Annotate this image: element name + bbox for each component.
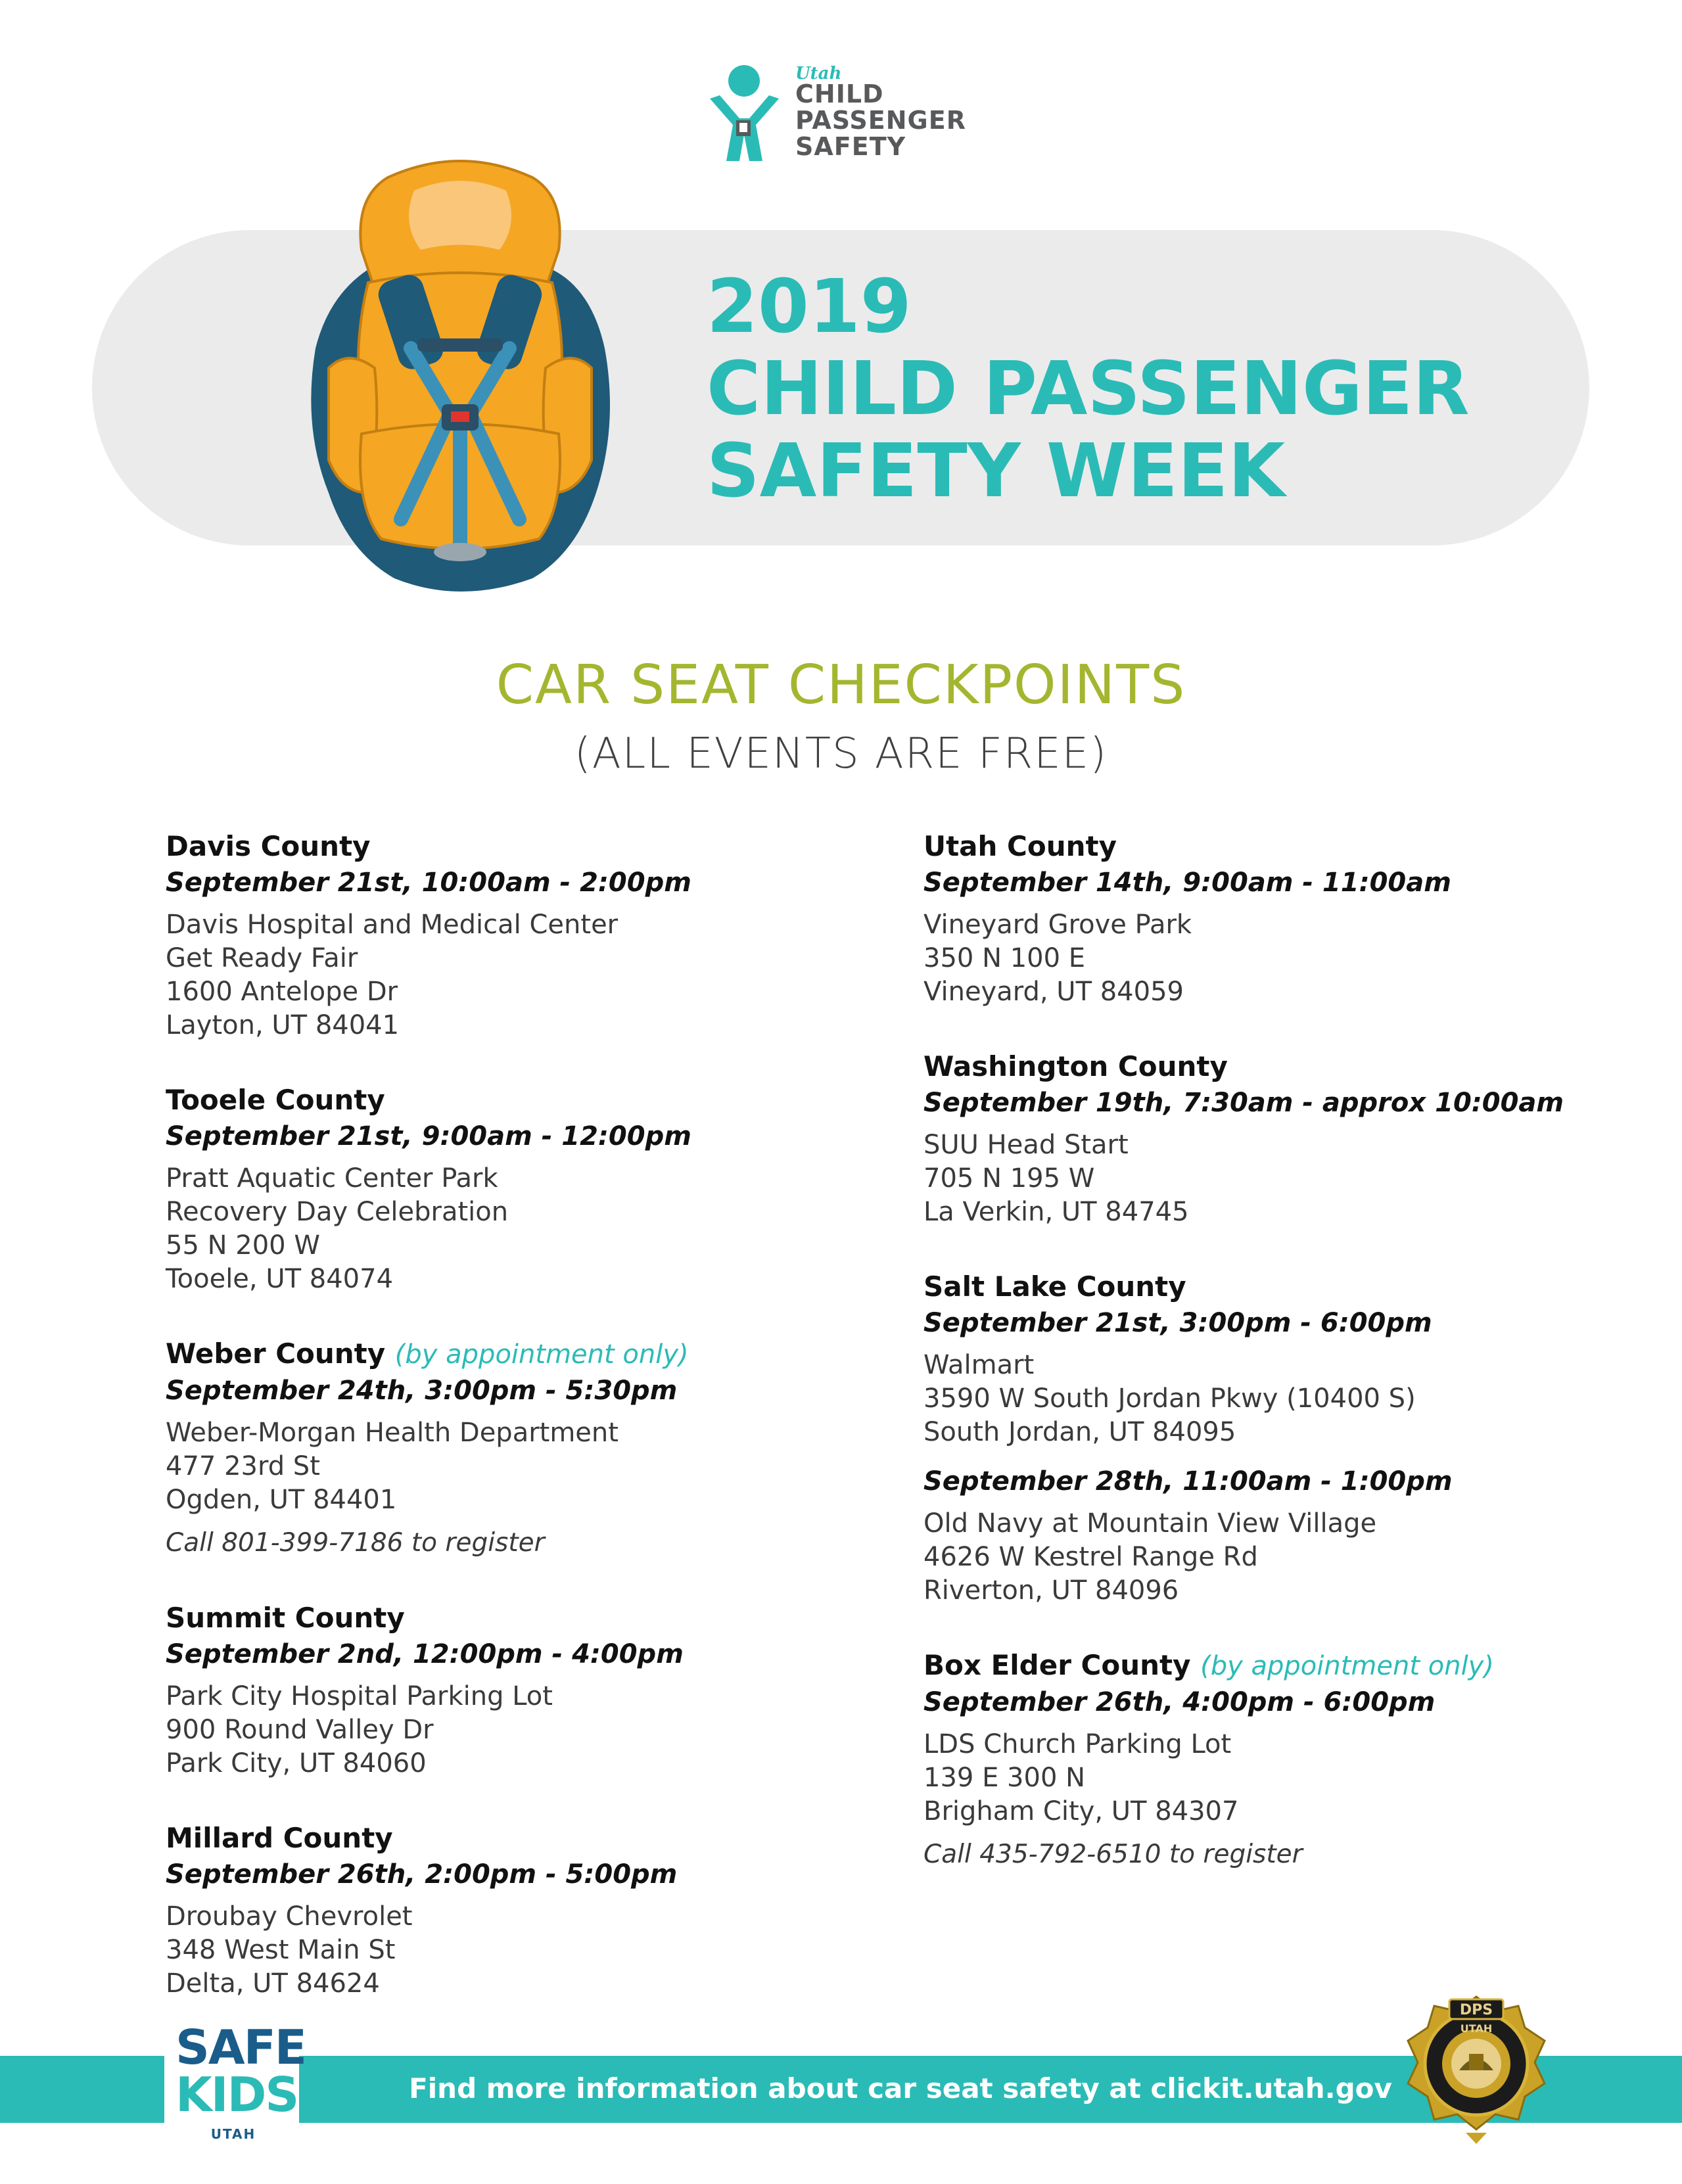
event-date-time: September 26th, 2:00pm - 5:00pm bbox=[166, 1859, 678, 1890]
address-line: Walmart bbox=[923, 1350, 1035, 1380]
dps-seal-icon bbox=[1403, 1991, 1549, 2156]
event-date-time: September 2nd, 12:00pm - 4:00pm bbox=[166, 1639, 684, 1669]
address-line: La Verkin, UT 84745 bbox=[923, 1197, 1189, 1227]
event-date-time: September 21st, 9:00am - 12:00pm bbox=[166, 1121, 691, 1151]
address-line: Davis Hospital and Medical Center bbox=[166, 910, 619, 940]
event-date-time: September 21st, 10:00am - 2:00pm bbox=[166, 868, 691, 898]
address-line: Old Navy at Mountain View Village bbox=[923, 1508, 1377, 1539]
events-left-column bbox=[166, 828, 889, 2040]
event-address bbox=[166, 908, 889, 1042]
address-line: Brigham City, UT 84307 bbox=[923, 1796, 1239, 1826]
address-line: Recovery Day Celebration bbox=[166, 1197, 509, 1227]
event-millard-county bbox=[166, 1820, 889, 2001]
event-address bbox=[166, 1416, 889, 1517]
safe-kids-safe: SAFE bbox=[175, 2020, 306, 2075]
event-address bbox=[166, 1900, 889, 2001]
event-utah-county bbox=[923, 828, 1647, 1009]
event-county-row bbox=[923, 1647, 1647, 1684]
address-line: 3590 W South Jordan Pkwy (10400 S) bbox=[923, 1383, 1416, 1414]
logo-line-child: CHILD bbox=[795, 80, 884, 108]
child-passenger-safety-logo-icon bbox=[703, 62, 792, 168]
event-date-time: September 19th, 7:30am - approx 10:00am bbox=[923, 1088, 1564, 1118]
event-address bbox=[166, 1680, 889, 1780]
car-seat-illustration bbox=[289, 151, 631, 598]
address-line: Layton, UT 84041 bbox=[166, 1010, 400, 1040]
address-line: 4626 W Kestrel Range Rd bbox=[923, 1542, 1258, 1572]
address-line: 477 23rd St bbox=[166, 1451, 320, 1481]
event-county: Box Elder County bbox=[923, 1649, 1191, 1681]
logo-line-safety: SAFETY bbox=[795, 132, 906, 161]
address-line: Ogden, UT 84401 bbox=[166, 1485, 397, 1515]
event-county: Tooele County bbox=[166, 1084, 385, 1116]
event-county: Salt Lake County bbox=[923, 1270, 1186, 1303]
event-address-second bbox=[923, 1507, 1647, 1608]
address-line: Riverton, UT 84096 bbox=[923, 1575, 1179, 1606]
event-date-time: September 26th, 4:00pm - 6:00pm bbox=[923, 1687, 1436, 1717]
hero-title bbox=[707, 266, 1548, 513]
address-line: 900 Round Valley Dr bbox=[166, 1715, 434, 1745]
event-county-row bbox=[166, 1336, 889, 1373]
safe-kids-kids: KIDS bbox=[175, 2067, 298, 2122]
address-line: Tooele, UT 84074 bbox=[166, 1264, 394, 1294]
seal-dps-label: DPS bbox=[1459, 2002, 1493, 2018]
footer-info-link[interactable]: Find more information about car seat safety at clickit.utah.gov bbox=[409, 2072, 1392, 2104]
event-davis-county bbox=[166, 828, 889, 1042]
address-line: 350 N 100 E bbox=[923, 943, 1086, 973]
event-box-elder-county bbox=[923, 1647, 1647, 1872]
register-note: Call 435-792-6510 to register bbox=[923, 1840, 1303, 1869]
cps-logo bbox=[703, 62, 993, 168]
event-date-time: September 14th, 9:00am - 11:00am bbox=[923, 868, 1451, 898]
address-line: 348 West Main St bbox=[166, 1935, 396, 1965]
event-date-time: September 21st, 3:00pm - 6:00pm bbox=[923, 1308, 1432, 1338]
event-address bbox=[923, 1128, 1647, 1229]
logo-line-passenger: PASSENGER bbox=[795, 106, 966, 135]
address-line: LDS Church Parking Lot bbox=[923, 1729, 1232, 1759]
event-county: Weber County bbox=[166, 1337, 386, 1370]
address-line: Park City, UT 84060 bbox=[166, 1748, 427, 1778]
address-line: Vineyard Grove Park bbox=[923, 910, 1192, 940]
address-line: Droubay Chevrolet bbox=[166, 1901, 413, 1932]
event-tooele-county bbox=[166, 1082, 889, 1296]
address-line: Vineyard, UT 84059 bbox=[923, 977, 1184, 1007]
event-county: Davis County bbox=[166, 830, 371, 862]
safe-kids-state: UTAH bbox=[210, 2126, 256, 2142]
hero-year: 2019 bbox=[707, 264, 912, 350]
appointment-note: (by appointment only) bbox=[394, 1339, 689, 1370]
address-line: 1600 Antelope Dr bbox=[166, 977, 398, 1007]
events-right-column bbox=[923, 828, 1647, 1911]
register-note: Call 801-399-7186 to register bbox=[166, 1528, 545, 1558]
address-line: Delta, UT 84624 bbox=[166, 1968, 380, 1999]
event-county: Utah County bbox=[923, 830, 1117, 862]
safe-kids-logo bbox=[168, 2020, 306, 2152]
event-county: Millard County bbox=[166, 1822, 393, 1854]
event-address bbox=[166, 1162, 889, 1296]
logo-state-label: Utah bbox=[795, 64, 842, 83]
address-line: South Jordan, UT 84095 bbox=[923, 1417, 1236, 1447]
event-address bbox=[923, 1728, 1647, 1828]
footer-bar-left bbox=[0, 2056, 164, 2123]
address-line: 55 N 200 W bbox=[166, 1230, 320, 1261]
event-weber-county bbox=[166, 1336, 889, 1560]
appointment-note: (by appointment only) bbox=[1200, 1651, 1494, 1681]
event-date-time-second: September 28th, 11:00am - 1:00pm bbox=[923, 1466, 1453, 1497]
address-line: Weber-Morgan Health Department bbox=[166, 1418, 619, 1448]
event-address bbox=[923, 1349, 1647, 1449]
event-summit-county bbox=[166, 1600, 889, 1780]
address-line: 139 E 300 N bbox=[923, 1763, 1086, 1793]
event-address bbox=[923, 908, 1647, 1009]
hero-title-line1: CHILD PASSENGER bbox=[707, 346, 1470, 432]
address-line: Park City Hospital Parking Lot bbox=[166, 1681, 553, 1711]
event-washington-county bbox=[923, 1048, 1647, 1229]
address-line: 705 N 195 W bbox=[923, 1163, 1095, 1194]
section-subtitle: (ALL EVENTS ARE FREE) bbox=[574, 730, 1108, 778]
section-title: CAR SEAT CHECKPOINTS bbox=[496, 654, 1186, 716]
address-line: SUU Head Start bbox=[923, 1130, 1129, 1160]
event-county: Summit County bbox=[166, 1602, 405, 1634]
event-county: Washington County bbox=[923, 1050, 1228, 1082]
event-date-time: September 24th, 3:00pm - 5:30pm bbox=[166, 1376, 678, 1406]
hero-title-line2: SAFETY WEEK bbox=[707, 429, 1286, 514]
address-line: Pratt Aquatic Center Park bbox=[166, 1163, 498, 1194]
seal-state-label: UTAH bbox=[1460, 2022, 1493, 2035]
address-line: Get Ready Fair bbox=[166, 943, 358, 973]
event-salt-lake-county bbox=[923, 1268, 1647, 1608]
